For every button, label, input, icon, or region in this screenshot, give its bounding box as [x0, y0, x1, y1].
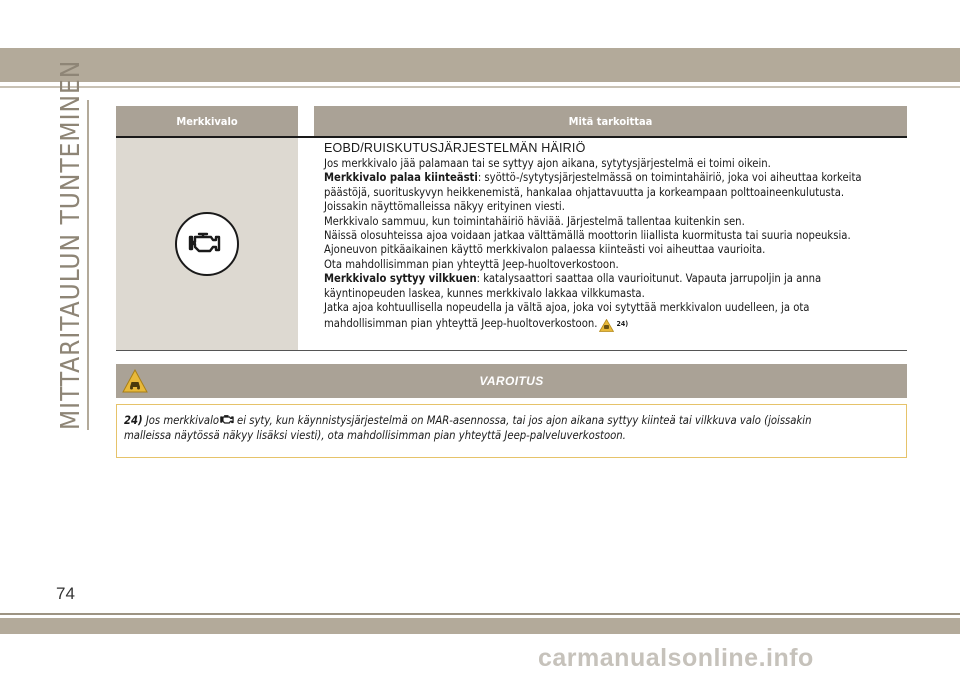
table-header-row [116, 106, 907, 136]
page-number: 74 [56, 584, 75, 603]
steady-label: Merkkivalo palaa kiinteästi [324, 171, 478, 185]
warning-header [116, 364, 907, 398]
desc-last-text: mahdollisimman pian yhteyttä Jeep-huoltoverkostoon. [324, 317, 598, 331]
desc-line [324, 272, 907, 286]
header-meaning: Mitä tarkoittaa [314, 106, 907, 136]
watermark: carmanualsonline.info [538, 644, 814, 672]
side-rule [87, 100, 89, 430]
warning-title: VAROITUS [479, 374, 544, 388]
gap-cell [298, 138, 314, 350]
desc-line [324, 171, 907, 185]
desc-line: Jatka ajoa kohtuullisella nopeudella ja vältä ajoa, joka voi sytyttää merkkivalon uudelleen, ja ota [324, 301, 810, 315]
table-row [116, 138, 907, 350]
warning-light-table [116, 106, 907, 351]
side-section-title: MITTARITAULUN TUNTEMINEN [56, 59, 86, 430]
warning-text [124, 413, 899, 443]
top-divider [0, 86, 960, 88]
warning-car-icon [122, 369, 148, 393]
desc-line: Ota mahdollisimman pian yhteyttä Jeep-huoltoverkostoon. [324, 257, 619, 271]
bottom-divider [0, 613, 960, 615]
check-engine-icon [220, 414, 236, 426]
bottom-band [0, 618, 960, 634]
desc-line: Ajoneuvon pitkäaikainen käyttö merkkivalon palaessa kiinteästi voi aiheuttaa vaurioita. [324, 243, 766, 257]
desc-line: Näissä olosuhteissa ajoa voidaan jatkaa välttämällä moottorin liiallista kuormitusta tai suuria nopeuksia. [324, 229, 851, 243]
reference-mark: 24) [616, 320, 629, 329]
desc-line: Joissakin näyttömalleissa näkyy erityinen viesti. [324, 200, 565, 214]
header-gap [298, 106, 314, 136]
flash-text: : katalysaattori saattaa olla vaurioitunut. Vapauta jarrupoljin ja anna [476, 272, 822, 286]
desc-line: Jos merkkivalo jää palamaan tai se syttyy ajon aikana, sytytysjärjestelmä ei toimi oikein. [324, 157, 771, 170]
warning-text-before: Jos merkkivalo [145, 414, 220, 427]
table-bottom-rule [116, 350, 907, 351]
warning-text-after: ei syty, kun käynnistysjärjestelmä on MAR-asennossa, tai jos ajon aikana syttyy kiinteä tai vilkkuva valo (joissakin [237, 414, 812, 427]
description-cell [314, 138, 907, 350]
warning-number: 24) [124, 414, 143, 427]
warning-text-line2: malleissa näytössä näkyy lisäksi viesti), ota mahdollisimman pian yhteyttä Jeep-palveluverkostoon. [124, 429, 626, 442]
flash-label: Merkkivalo syttyy vilkkuen [324, 272, 477, 286]
check-engine-icon [175, 212, 239, 276]
steady-text: : syöttö-/sytytysjärjestelmässä on toimintahäiriö, joka voi aiheuttaa korkeita [477, 171, 862, 185]
warning-triangle-icon [599, 319, 614, 332]
desc-line: Merkkivalo sammuu, kun toimintahäiriö häviää. Järjestelmä tallentaa kuitenkin sen. [324, 214, 745, 228]
desc-line [324, 317, 907, 331]
desc-line: käyntinopeuden laskea, kunnes merkkivalo lakkaa vilkkumasta. [324, 286, 645, 300]
light-title: EOBD/RUISKUTUSJÄRJESTELMÄN HÄIRIÖ [324, 141, 586, 155]
icon-cell [116, 138, 298, 350]
warning-box [116, 404, 907, 458]
header-light: Merkkivalo [116, 106, 298, 136]
desc-line: päästöjä, suorituskyvyn heikkenemistä, hankalaa ohjattavuutta ja korkeampaan polttoaineenkulutusta. [324, 185, 845, 199]
top-band [0, 48, 960, 82]
